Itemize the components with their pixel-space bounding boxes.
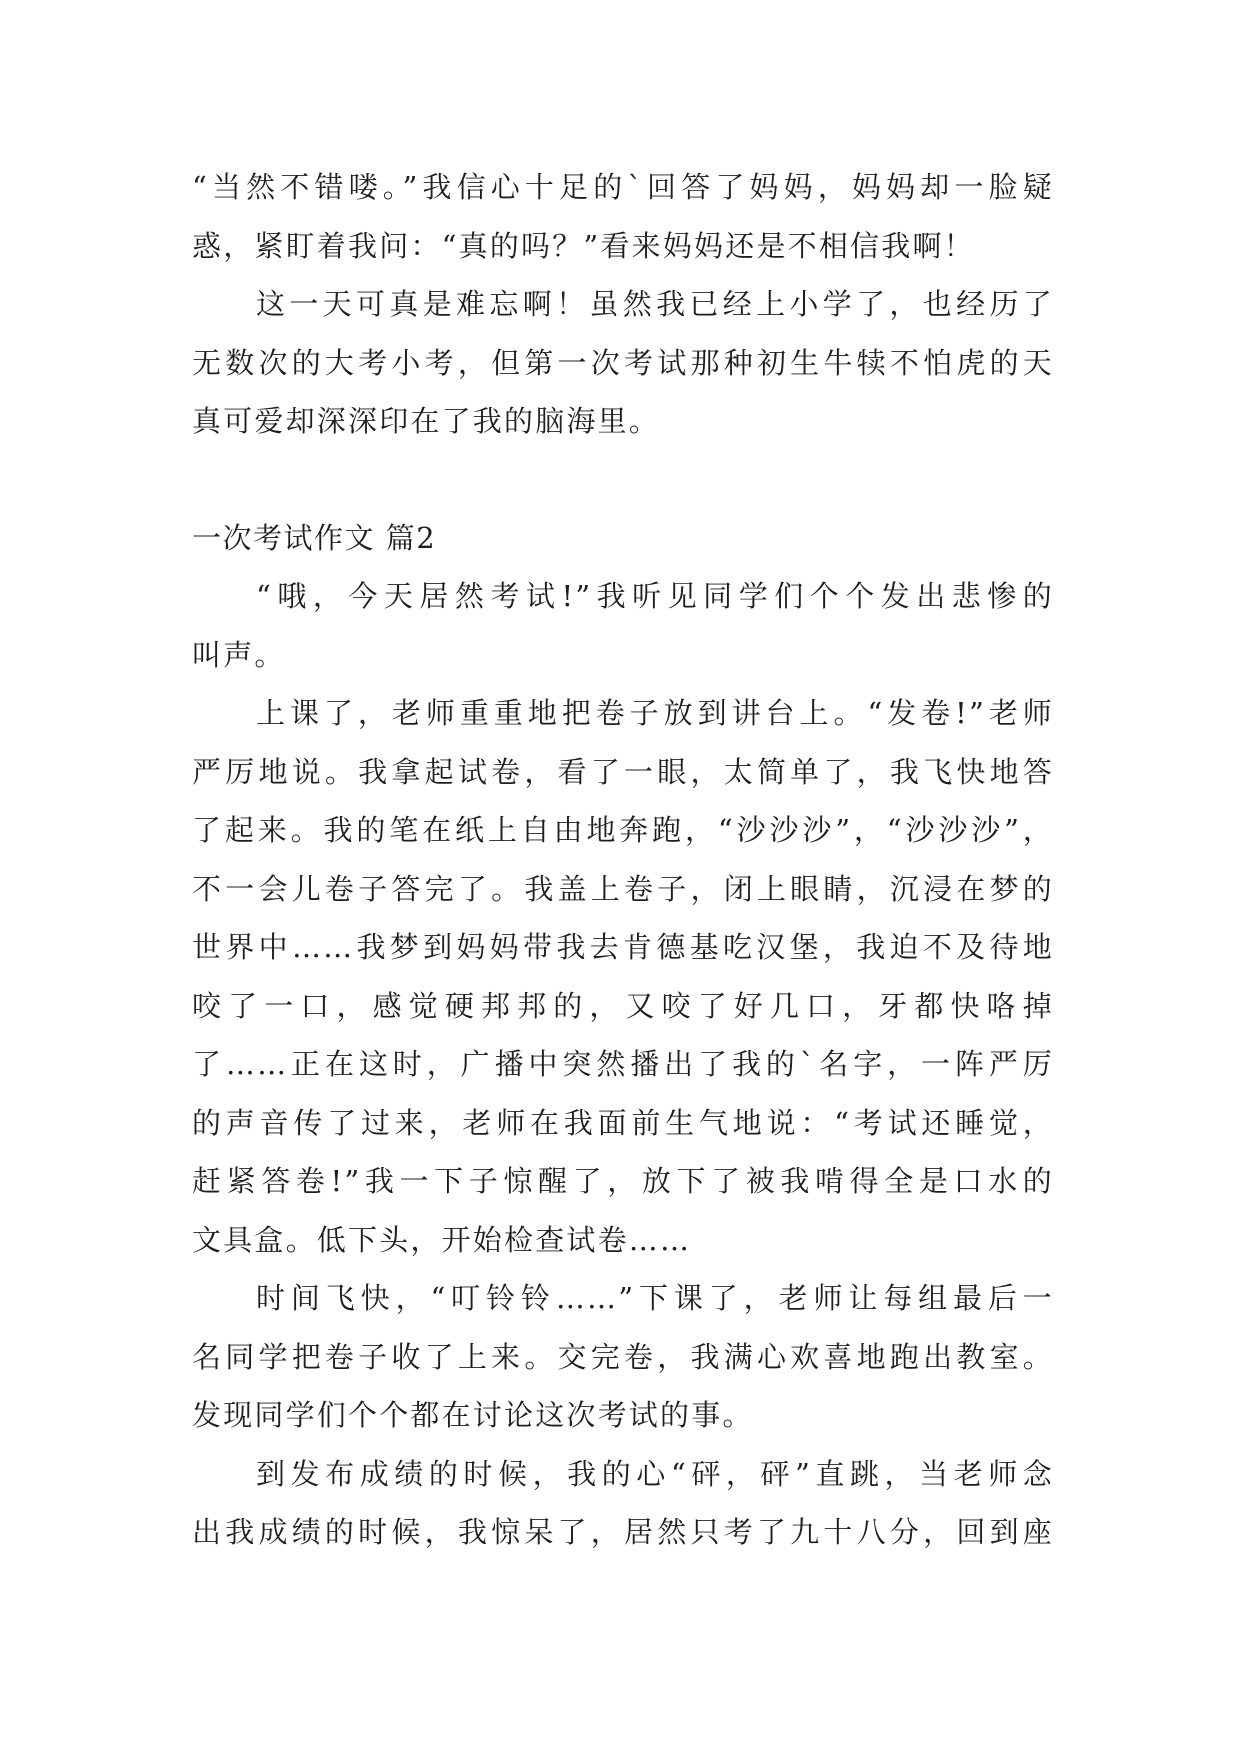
text-line: 发现同学们个个都在讨论这次考试的事。 — [192, 1398, 754, 1432]
text-line: 真可爱却深深印在了我的脑海里。 — [192, 404, 661, 438]
paragraph-2 — [192, 275, 1054, 451]
text-line: “哦，今天居然考试!”我听见同学们个个发出悲惨的 — [256, 579, 1054, 613]
text-line: 出我成绩的时候，我惊呆了，居然只考了九十八分，回到座 — [192, 1515, 1054, 1549]
paragraph-5 — [192, 1269, 1054, 1445]
text-line: 上课了，老师重重地把卷子放到讲台上。“发卷!”老师 — [256, 696, 1054, 730]
text-line: 不一会儿卷子答完了。我盖上卷子，闭上眼睛，沉浸在梦的 — [192, 871, 1054, 906]
text-line: 叫声。 — [192, 637, 286, 672]
text-line: 世界中……我梦到妈妈带我去肯德基吃汉堡，我迫不及待地 — [192, 930, 1054, 964]
paragraph-1 — [192, 158, 1054, 275]
text-line: 名同学把卷子收了上来。交完卷，我满心欢喜地跑出教室。 — [192, 1339, 1054, 1374]
text-line: “当然不错喽。”我信心十足的`回答了妈妈，妈妈却一脸疑 — [192, 170, 1054, 204]
text-line: 了起来。我的笔在纸上自由地奔跑，“沙沙沙”，“沙沙沙”， — [192, 813, 1054, 847]
text-line: 时间飞快，“叮铃铃……”下课了，老师让每组最后一 — [256, 1281, 1054, 1315]
text-line: 惑，紧盯着我问：“真的吗？”看来妈妈还是不相信我啊！ — [192, 228, 975, 263]
text-line: 的声音传了过来，老师在我面前生气地说：“考试还睡觉， — [192, 1105, 1054, 1140]
text-line: 无数次的大考小考，但第一次考试那种初生牛犊不怕虎的天 — [192, 345, 1054, 380]
section-title: 一次考试作文 篇2 — [192, 520, 437, 555]
text-line: 文具盒。低下头，开始检查试卷…… — [192, 1222, 692, 1257]
paragraph-6 — [192, 1445, 1054, 1562]
paragraph-3 — [192, 567, 1054, 684]
text-line: 到发布成绩的时候，我的心“砰，砰”直跳，当老师念 — [256, 1456, 1054, 1491]
text-line: 赶紧答卷!”我一下子惊醒了，放下了被我啃得全是口水的 — [192, 1164, 1054, 1198]
document-body — [192, 158, 1054, 1562]
paragraph-4 — [192, 684, 1054, 1269]
text-line: 了……正在这时，广播中突然播出了我的`名字，一阵严厉 — [192, 1047, 1054, 1081]
text-line: 严厉地说。我拿起试卷，看了一眼，太简单了，我飞快地答 — [192, 754, 1054, 789]
text-line: 这一天可真是难忘啊！虽然我已经上小学了，也经历了 — [256, 287, 1054, 321]
text-line: 咬了一口，感觉硬邦邦的，又咬了好几口，牙都快咯掉 — [192, 988, 1054, 1023]
